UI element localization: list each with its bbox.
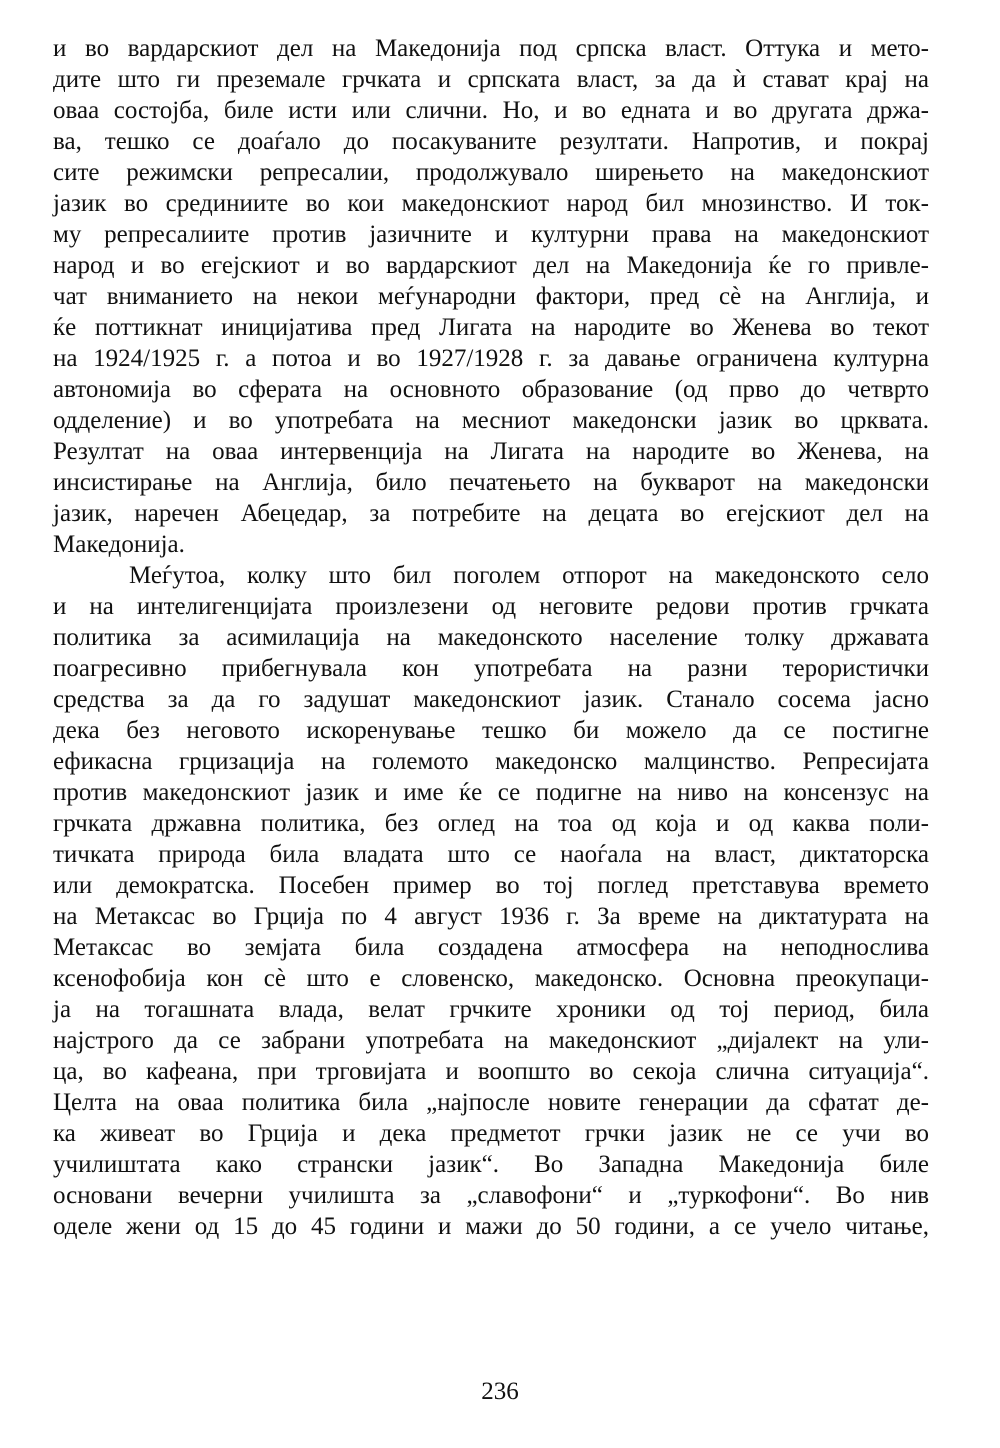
text-line: чат вниманието на некои меѓународни фактори, пред сè на Англија, и	[53, 283, 929, 310]
text-line: или демократска. Посебен пример во тој поглед претставува времето	[53, 872, 929, 899]
text-line: јазик, наречен Абецедар, за потребите на децата во егејскиот дел на	[53, 500, 929, 527]
text-line: ва, тешко се доаѓало до посакуваните резултати. Напротив, и покрај	[53, 128, 929, 155]
text-line: Резултат на оваа интервенција на Лигата на народите во Женева, на	[53, 438, 929, 465]
paragraph-1	[53, 33, 929, 560]
text-line: ќе поттикнат иницијатива пред Лигата на народите во Женева во текот	[53, 314, 929, 341]
text-line: ефикасна грцизација на големото македонско малцинство. Репресијата	[53, 748, 929, 775]
text-line: Меѓутоа, колку што бил поголем отпорот на македонското село	[129, 562, 929, 589]
text-line: инсистирање на Англија, било печатењето на букварот на македонски	[53, 469, 929, 496]
text-line: на 1924/1925 г. а потоа и во 1927/1928 г. за давање ограничена културна	[53, 345, 929, 372]
text-line: поагресивно прибегнувала кон употребата на разни терористички	[53, 655, 929, 682]
text-line: ја на тогашната влада, велат грчките хроники од тој период, била	[53, 996, 929, 1023]
text-line: ка живеат во Грција и дека предметот грчки јазик не се учи во	[53, 1120, 929, 1147]
text-line: училиштата како странски јазик“. Во Западна Македонија биле	[53, 1151, 929, 1178]
text-line: основани вечерни училишта за „славофони“ и „туркофони“. Во нив	[53, 1182, 929, 1209]
text-line: и во вардарскиот дел на Македонија под српска власт. Оттука и мето-	[53, 35, 929, 62]
document-page	[53, 33, 929, 1242]
text-line: одделение) и во употребата на месниот македонски јазик во црквата.	[53, 407, 929, 434]
text-line: ксенофобија кон сè што е словенско, македонско. Основна преокупаци-	[53, 965, 929, 992]
paragraph-2	[53, 560, 929, 1242]
text-line: народ и во егејскиот и во вардарскиот дел на Македонија ќе го привле-	[53, 252, 929, 279]
text-line: тичката природа била владата што се наоѓала на власт, диктаторска	[53, 841, 929, 868]
text-line: дите што ги преземале грчката и српската власт, за да ѝ стават крај на	[53, 66, 929, 93]
text-line: оваа состојба, биле исти или слични. Но, и во едната и во другата држа-	[53, 97, 929, 124]
text-line: Целта на оваа политика била „најпосле новите генерации да сфатат де-	[53, 1089, 929, 1116]
text-line: политика за асимилација на македонското население толку државата	[53, 624, 929, 651]
text-line: грчката државна политика, без оглед на тоа од која и од каква поли-	[53, 810, 929, 837]
text-line: Метаксас во земјата била создадена атмосфера на неподнослива	[53, 934, 929, 961]
page-number: 236	[481, 1378, 519, 1405]
text-line: јазик во срединиите во кои македонскиот народ бил мнозинство. И ток-	[53, 190, 929, 217]
text-line: на Метаксас во Грција по 4 август 1936 г. За време на диктатурата на	[53, 903, 929, 930]
text-line: сите режимски репресалии, продолжувало ширењето на македонскиот	[53, 159, 929, 186]
text-line: најстрого да се забрани употребата на македонскиот „дијалект на ули-	[53, 1027, 929, 1054]
text-line: оделе жени од 15 до 45 години и мажи до 50 години, а се учело читање,	[53, 1213, 929, 1240]
text-line: против македонскиот јазик и име ќе се подигне на ниво на консензус на	[53, 779, 929, 806]
text-line: Македонија.	[53, 531, 185, 558]
text-line: му репресалиите против јазичните и културни права на македонскиот	[53, 221, 929, 248]
text-line: ца, во кафеана, при трговијата и воопшто во секоја слична ситуација“.	[53, 1058, 929, 1085]
text-line: дека без неговото искоренување тешко би можело да се постигне	[53, 717, 929, 744]
text-line: средства за да го задушат македонскиот јазик. Станало сосема јасно	[53, 686, 929, 713]
text-line: и на интелигенцијата произлезени од неговите редови против грчката	[53, 593, 929, 620]
text-line: автономија во сферата на основното образование (од прво до четврто	[53, 376, 929, 403]
